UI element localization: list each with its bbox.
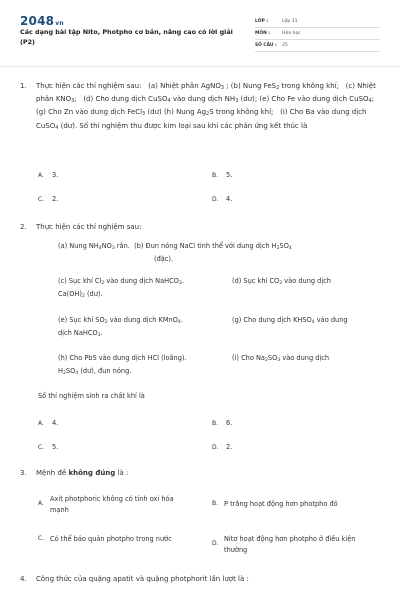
question-1 <box>20 80 380 160</box>
document-title: Các dạng bài tập Nito, Photpho cơ bản, nâng cao có lời giải (P2) <box>20 28 233 46</box>
question-number: 2. <box>20 223 27 231</box>
meta-row-mon <box>255 28 380 40</box>
experiment-g: (g) Cho dung dịch $KHSO_4$ vào dung <box>232 316 348 326</box>
question-2 <box>20 221 380 235</box>
meta-label-lop: LỚP : <box>255 19 269 24</box>
question-3 <box>20 467 380 481</box>
experiment-e: (e) Sục khí $SO_2$ vào dung dịch KMnO$_4$. dịch NaHCO$_3$. <box>58 316 183 338</box>
meta-label-mon: MÔN : <box>255 31 271 36</box>
question-text: Công thức của quặng apatit và quặng photphorit lần lượt là : <box>36 575 249 583</box>
emphasis-text: không đúng <box>68 469 116 477</box>
question-intro: Thực hiện các thí nghiệm sau: <box>36 223 142 231</box>
experiment-d: (d) Sục khí $CO_2$ vào dung dịch <box>232 277 331 287</box>
question-text: Mệnh đề không đúng là : <box>36 469 129 477</box>
document-header <box>0 0 400 60</box>
question-4 <box>20 573 380 587</box>
experiment-c: (c) Sục khí $Cl_2$ vào dung dịch NaHCO$_3$. $Ca(OH)_2$ (dư). <box>58 277 184 299</box>
meta-value-socau: 25 <box>282 43 288 48</box>
experiment-a-b: (a) Nung $NH_4NO_3$ rắn. (b) Đun nóng NaCl tinh thể với dung dịch $H_2SO_4$ (đặc). <box>58 242 292 263</box>
question-number: 1. <box>20 82 27 90</box>
experiment-i: (i) Cho $Na_2SO_3$ vào dung dịch <box>232 354 330 364</box>
option-q1-d[interactable]: D. 4. <box>212 195 233 203</box>
option-q2-d[interactable]: D. 2. <box>212 443 233 451</box>
site-logo[interactable]: 2048vn <box>20 14 64 28</box>
question-number: 3. <box>20 469 27 477</box>
option-q2-c[interactable]: C. 5. <box>38 443 59 451</box>
header-divider <box>0 66 400 67</box>
meta-value-mon: Hóa học <box>282 31 301 36</box>
question-2-prompt: Số thí nghiệm sinh ra chất khí là <box>38 392 145 400</box>
option-q1-c[interactable]: C. 2. <box>38 195 59 203</box>
option-q3-d[interactable]: D. Nitơ hoạt động hơn photpho ở điều kiện thường <box>212 535 356 554</box>
option-q3-c[interactable]: C. Có thể bảo quản photpho trong nước <box>38 535 172 543</box>
option-q2-b[interactable]: B. 6. <box>212 419 233 427</box>
option-q2-a[interactable]: A. 4. <box>38 419 59 427</box>
experiment-h: (h) Cho PbS vào dung dịch HCl (loãng). $H_2SO_4$ (dư), đun nóng. <box>58 354 187 376</box>
option-q3-b[interactable]: B. P trắng hoạt động hơn photpho đỏ <box>212 500 338 509</box>
option-q1-b[interactable]: B. 5. <box>212 171 233 179</box>
option-q3-a[interactable]: A. Axit photphoric không có tính oxi hóa mạnh <box>38 495 174 514</box>
question-number: 4. <box>20 575 27 583</box>
document-meta <box>255 16 380 52</box>
meta-row-lop <box>255 16 380 28</box>
question-text: Thực hiện các thí nghiệm sau: (a) Nhiệt phân AgNO$_3$ ; (b) Nung FeS$_2$ trong không khí; (c) Nhiệt phân $KNO_3$; (d) Cho dung dịch CuSO$_4$ vào dung dịch $NH_3$ (dư); (e) Cho Fe vào dung dịch CuSO$_4$; (g) Cho Zn vào dung dịch FeCl$_3$ (dư) (h) Nung $Ag_2S$ trong không khí; (i) Cho Ba vào dung dịch CuSO$_4$ (dư). Số thí nghiệm thu được kim loại sau khi các phản ứng kết thúc là <box>36 82 376 131</box>
meta-row-socau <box>255 40 380 52</box>
meta-label-socau: SỐ CÂU : <box>255 43 277 48</box>
meta-value-lop: Lớp 11 <box>282 19 298 24</box>
option-q1-a[interactable]: A. 3. <box>38 171 59 179</box>
